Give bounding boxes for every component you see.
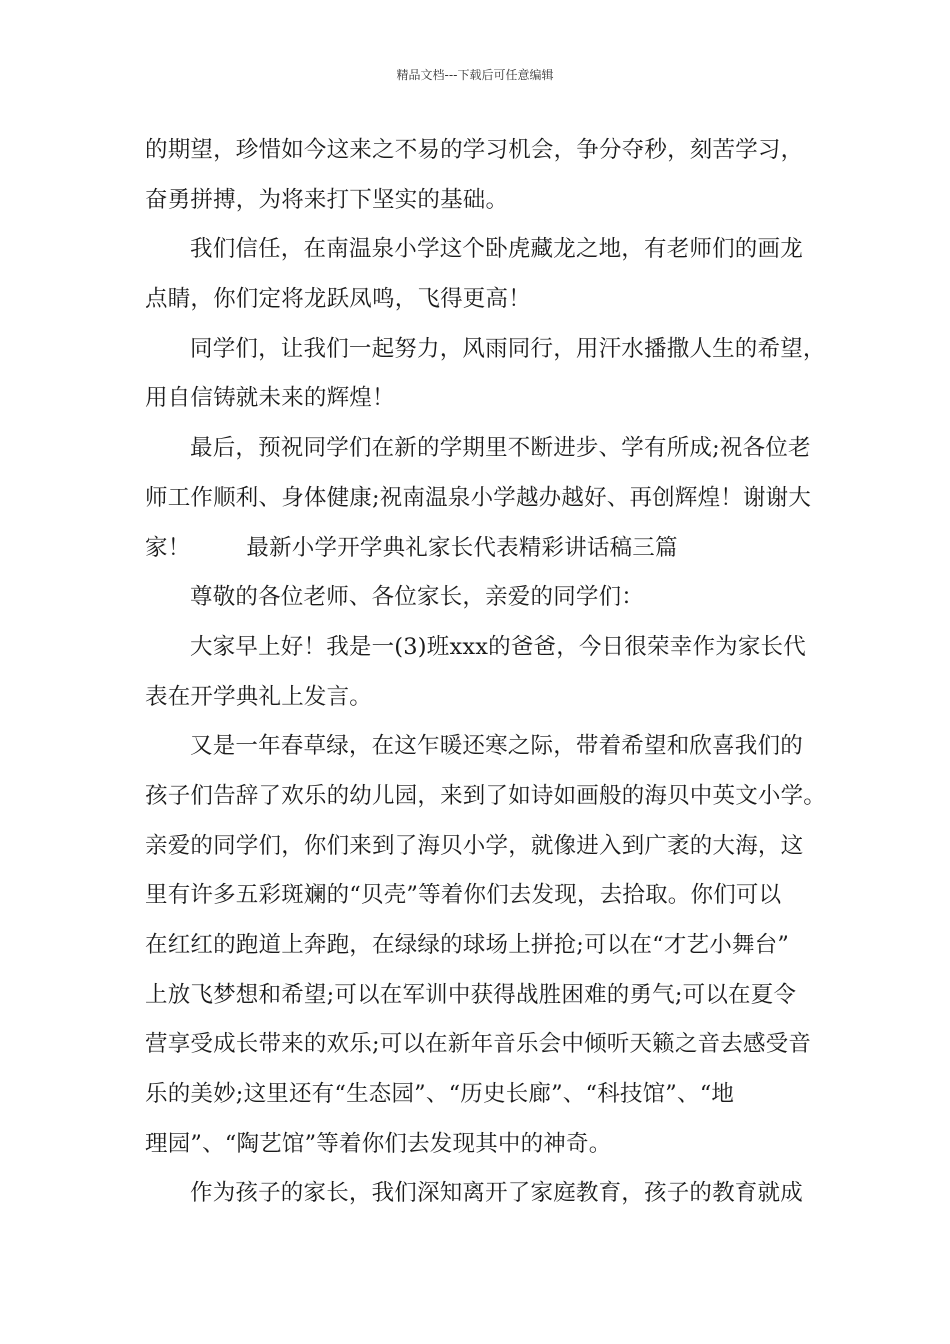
text-line	[145, 478, 810, 528]
document-body	[145, 130, 827, 1223]
line-text: 作为孩子的家长，我们深知离开了家庭教育，孩子的教育就成	[190, 1180, 803, 1207]
line-text: 尊敬的各位老师、各位家长，亲爱的同学们：	[190, 584, 645, 611]
line-text: 营享受成长带来的欢乐;可以在新年音乐会中倾听天籁之音去感受音	[145, 1031, 812, 1058]
text-line	[145, 1024, 810, 1074]
text-line	[145, 528, 810, 578]
text-line	[145, 577, 810, 627]
text-line	[145, 627, 810, 677]
text-line	[145, 875, 810, 925]
text-line	[145, 180, 810, 230]
page-header: 精品文档---下载后可任意编辑	[396, 68, 554, 82]
text-line	[145, 677, 810, 727]
line-text: 用自信铸就未来的辉煌！	[145, 385, 395, 412]
text-line	[145, 428, 810, 478]
text-line	[145, 726, 810, 776]
line-text: 最后，预祝同学们在新的学期里不断进步、学有所成;祝各位老	[190, 435, 811, 462]
text-line	[145, 776, 827, 826]
line-text: 奋勇拼搏，为将来打下坚实的基础。	[145, 186, 509, 213]
line-text: 同学们，让我们一起努力，风雨同行，用汗水播撒人生的希望，	[190, 335, 826, 362]
line-text: 点睛，你们定将龙跃凤鸣，飞得更高！	[145, 286, 531, 313]
line-text: 的期望，珍惜如今这来之不易的学习机会，争分夺秒，刻苦学习，	[145, 137, 804, 163]
text-line	[145, 975, 810, 1025]
text-line	[145, 826, 810, 876]
line-text: 乐的美妙;这里还有“生态园”、“历史长廊”、“科技馆”、“地	[145, 1081, 735, 1108]
line-text: 亲爱的同学们，你们来到了海贝小学，就像进入到广袤的大海，这	[145, 832, 804, 859]
text-line	[145, 925, 810, 975]
line-text: 我们信任，在南温泉小学这个卧虎藏龙之地，有老师们的画龙	[190, 236, 803, 263]
line-text: 上放飞梦想和希望;可以在军训中获得战胜困难的勇气;可以在夏令	[145, 981, 797, 1008]
text-line	[145, 329, 826, 379]
line-text: 又是一年春草绿，在这乍暖还寒之际，带着希望和欣喜我们的	[190, 733, 803, 760]
text-line	[145, 378, 810, 428]
text-line	[145, 229, 810, 279]
line-text: 表在开学典礼上发言。	[145, 683, 373, 710]
line-text: 里有许多五彩斑斓的“贝壳”等着你们去发现，去拾取。你们可以	[145, 882, 782, 909]
text-line	[145, 1074, 810, 1124]
text-line	[145, 1173, 810, 1223]
line-text: 大家早上好！我是一(3)班xxx的爸爸，今日很荣幸作为家长代	[190, 633, 806, 660]
text-line	[145, 279, 810, 329]
line-text: 在红红的跑道上奔跑，在绿绿的球场上拼抢;可以在“才艺小舞台”	[145, 932, 790, 958]
text-line	[145, 130, 810, 180]
text-line	[145, 1124, 810, 1174]
line-text: 孩子们告辞了欢乐的幼儿园，来到了如诗如画般的海贝中英文小学。	[145, 782, 827, 809]
line-text: 理园”、“陶艺馆”等着你们去发现其中的神奇。	[145, 1130, 612, 1157]
line-text: 家！	[145, 534, 191, 561]
section-title: 最新小学开学典礼家长代表精彩讲话稿三篇	[246, 534, 678, 561]
line-text: 师工作顺利、身体健康;祝南温泉小学越办越好、再创辉煌！谢谢大	[145, 484, 812, 511]
